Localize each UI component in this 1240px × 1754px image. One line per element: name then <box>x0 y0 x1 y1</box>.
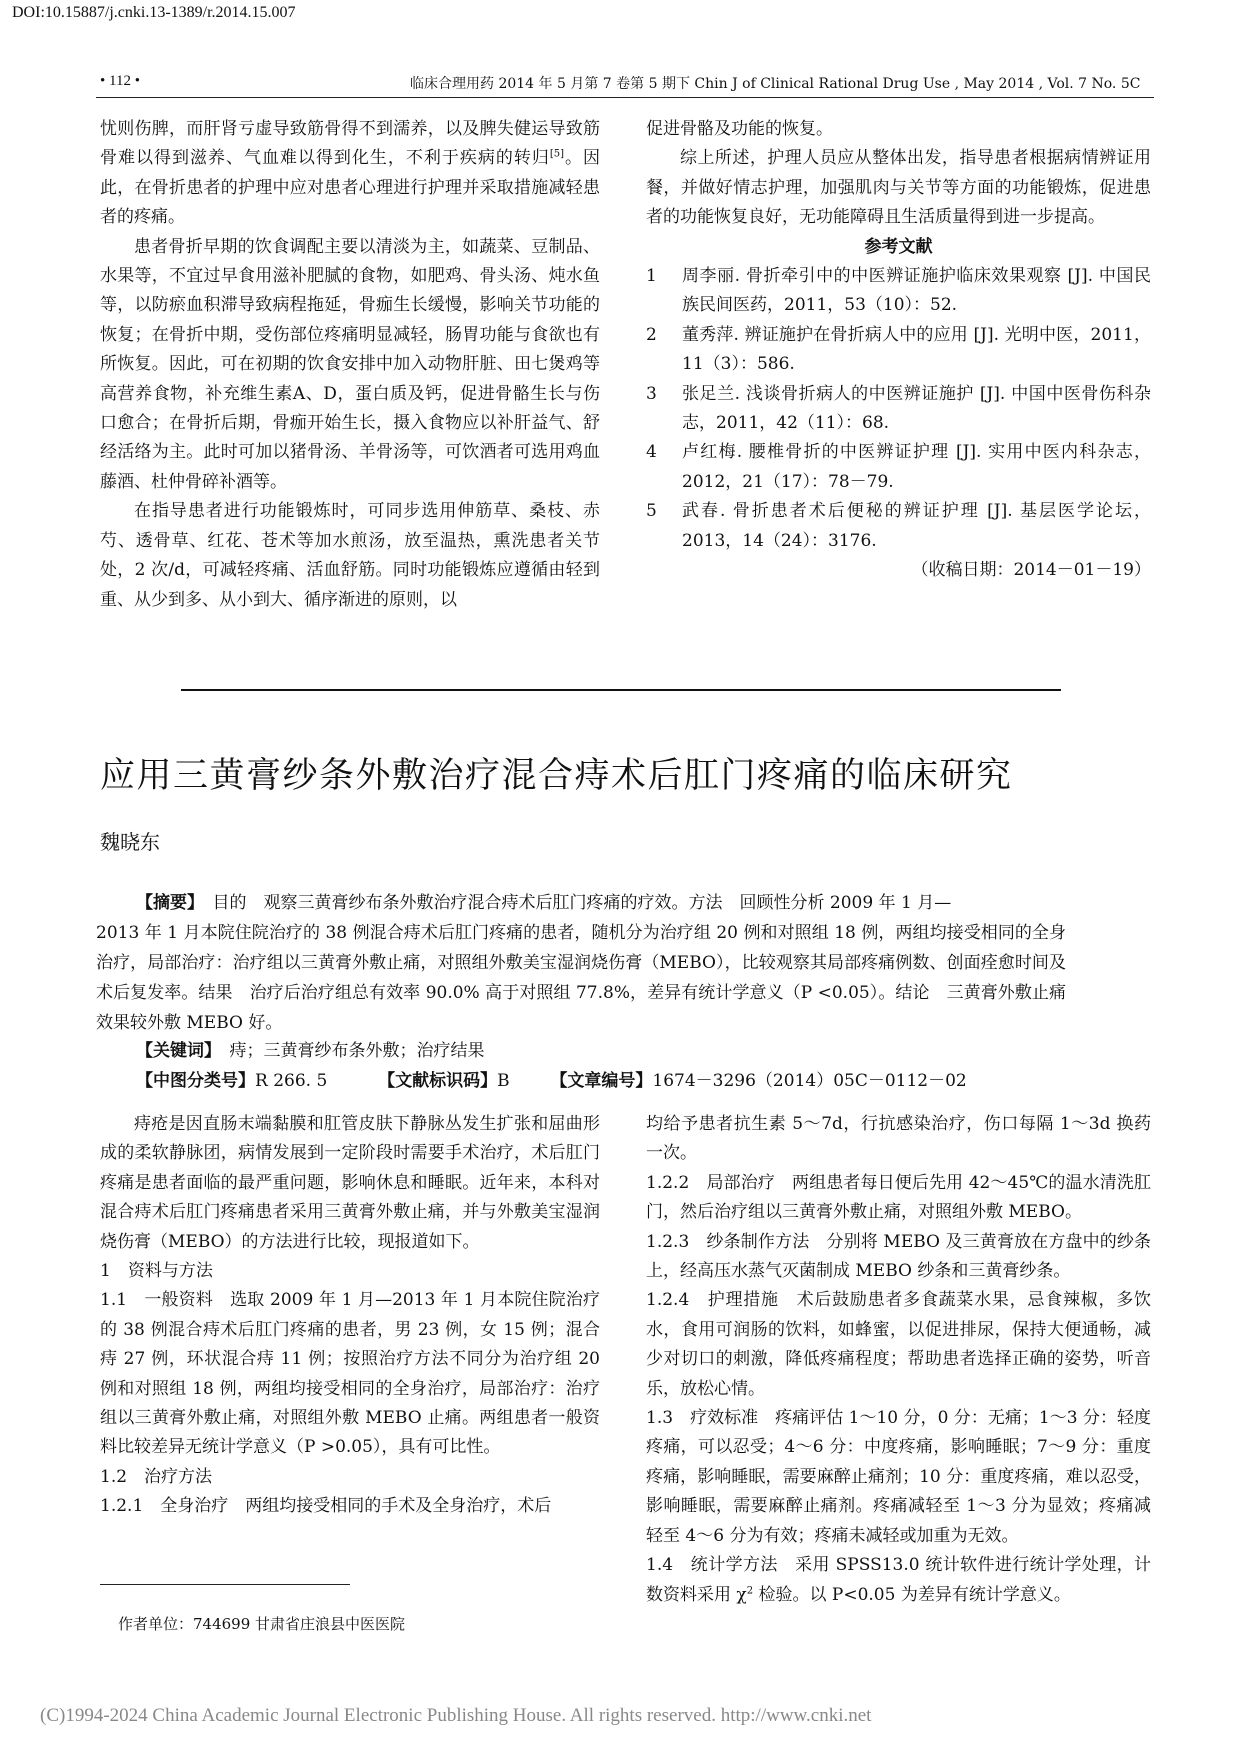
citation-ref: [5] <box>549 148 565 160</box>
paragraph: 促进骨骼及功能的恢复。 <box>646 119 833 139</box>
paragraph: 1.2.4 护理措施 术后鼓励患者多食蔬菜水果，忌食辣椒，多饮水，食用可润肠的饮料，如蜂蜜，以促进排尿，保持大便通畅，减少对切口的刺激，降低疼痛程度；帮助患者选择正确的姿势，听音乐，放松心情。 <box>646 1290 1151 1399</box>
abstract-label: 【摘要】 <box>136 893 196 913</box>
reference-item: 2 董秀萍. 辨证施护在骨折病人中的应用 [J]. 光明中医，2011，11（3）：586. <box>646 324 1151 375</box>
doi-line: DOI:10.15887/j.cnki.13-1389/r.2014.15.007 <box>12 4 296 21</box>
paragraph: 1.4 统计学方法 采用 SPSS13.0 统计软件进行统计学处理，计数资料采用 $\chi^2$ 检验。以 P<0.05 为差异有统计学意义。 <box>646 1555 1151 1605</box>
section-heading: 1 资料与方法 <box>100 1261 213 1282</box>
abstract-body: 2013 年 1 月本院住院治疗的 38 例混合痔术后肛门疼痛的患者，随机分为治疗组 20 例和对照组 18 例，两组均接受相同的全身治疗，局部治疗：治疗组以三黄膏外敷止痛，对照组外敷美宝湿润烧伤膏（MEBO），比较观察其局部疼痛例数、创面痊愈时间及术后复发率。结果 治疗后治疗组总有效率 90.0% 高于对照组 77.8%，差异有统计学意义（P <0.05）。结论 三黄膏外敷止痛效果较外敷 MEBO 好。 <box>96 923 1066 1033</box>
doc-code-value: B <box>497 1071 510 1091</box>
author-name: 魏晓东 <box>100 830 160 854</box>
running-header: 临床合理用药 2014 年 5 月第 7 卷第 5 期下 Chin J of Clinical Rational Drug Use , May 2014 , Vol. 7 No. 5C <box>410 76 1141 92</box>
abstract <box>96 888 1066 1038</box>
paragraph: 1.2.1 全身治疗 两组均接受相同的手术及全身治疗，术后 <box>100 1496 552 1517</box>
paragraph: 忧则伤脾，而肝肾亏虚导致筋骨得不到濡养，以及脾失健运导致筋骨难以得到滋养、气血难以得到化生，不利于疾病的转归[5]。因此，在骨折患者的护理中应对患者心理进行护理并采取措施减轻患者的疼痛。 <box>100 119 601 228</box>
paragraph: 患者骨折早期的饮食调配主要以清淡为主，如蔬菜、豆制品、水果等，不宜过早食用滋补肥腻的食物，如肥鸡、骨头汤、炖水鱼等，以防瘀血积滞导致病程拖延，骨痂生长缓慢，影响关节功能的恢复；在骨折中期，受伤部位疼痛明显减轻，肠胃功能与食欲也有所恢复。因此，可在初期的饮食安排中加入动物肝脏、田七煲鸡等高营养食物，补充维生素A、D，蛋白质及钙，促进骨骼生长与伤口愈合；在骨折后期，骨痂开始生长，摄入食物应以补肝益气、舒经活络为主。此时可加以猪骨汤、羊骨汤等，可饮酒者可选用鸡血藤酒、杜仲骨碎补酒等。 <box>100 236 600 492</box>
clc-value: R 266. 5 <box>255 1071 328 1091</box>
header-rule <box>96 97 1154 98</box>
reference-item: 3 张足兰. 浅谈骨折病人的中医辨证施护 [J]. 中国中医骨伤科杂志，2011，42（11）：68. <box>646 383 1151 434</box>
doc-code-label: 【文献标识码】 <box>378 1071 498 1091</box>
paragraph: 痔疮是因直肠末端黏膜和肛管皮肤下静脉丛发生扩张和屈曲形成的柔软静脉团，病情发展到一定阶段时需要手术治疗，术后肛门疼痛是患者面临的最严重问题，影响休息和睡眠。近年来，本科对混合痔术后肛门疼痛患者采用三黄膏外敷止痛，并与外敷美宝湿润烧伤膏（MEBO）的方法进行比较，现报道如下。 <box>100 1114 600 1252</box>
paragraph: 1.2.2 局部治疗 两组患者每日便后先用 42～45℃的温水清洗肛门，然后治疗组以三黄膏外敷止痛，对照组外敷 MEBO。 <box>646 1172 1151 1223</box>
body-right-column <box>646 1110 1151 1610</box>
paragraph: 在指导患者进行功能锻炼时，可同步选用伸筋草、桑枝、赤芍、透骨草、红花、苍术等加水煎汤，放至温热，熏洗患者关节处，2 次/d，可减轻疼痛、活血舒筋。同时功能锻炼应遵循由轻到重、从少到多、从小到大、循序渐进的原则，以 <box>100 501 600 610</box>
keywords-label: 【关键词】 <box>136 1041 213 1061</box>
reference-item: 4 卢红梅. 腰椎骨折的中医辨证护理 [J]. 实用中医内科杂志，2012，21（17）：78－79. <box>646 442 1151 492</box>
article-number-value: 1674－3296（2014）05C－0112－02 <box>652 1071 967 1091</box>
abstract-first-line: 【摘要】 目的 观察三黄膏纱布条外敷治疗混合痔术后肛门疼痛的疗效。方法 回顾性分析 2009 年 1 月— <box>136 893 952 913</box>
keywords: 痔；三黄膏纱布条外敷；治疗结果 <box>229 1041 485 1061</box>
keywords-line <box>136 1036 485 1066</box>
copyright-footer: (C)1994-2024 China Academic Journal Electronic Publishing House. All rights reserved. http://www.cnki.net <box>40 1705 872 1726</box>
body-left-column <box>100 1110 600 1522</box>
prev-article-left-column <box>100 115 600 615</box>
paragraph: 1.2.3 纱条制作方法 分别将 MEBO 及三黄膏放在方盘中的纱条上，经高压水蒸气灭菌制成 MEBO 纱条和三黄膏纱条。 <box>646 1231 1151 1282</box>
paragraph: 1.1 一般资料 选取 2009 年 1 月—2013 年 1 月本院住院治疗的 38 例混合痔术后肛门疼痛的患者，男 23 例，女 15 例；混合痔 27 例，环状混合痔 11 例；按照治疗方法不同分为治疗组 20 例和对照组 18 例，两组均接受相同的全身治疗，局部治疗：治疗组以三黄膏外敷止痛，对照组外敷 MEBO 止痛。两组患者一般资料比较差异无统计学意义（P >0.05），具有可比性。 <box>100 1290 600 1458</box>
footnote-rule <box>100 1584 350 1585</box>
classification-line <box>136 1066 967 1096</box>
author-affiliation: 作者单位：744699 甘肃省庄浪县中医医院 <box>118 1615 406 1633</box>
reference-item: 1 周李丽. 骨折牵引中的中医辨证施护临床效果观察 [J]. 中国民族民间医药，2011，53（10）：52. <box>646 266 1151 316</box>
paragraph: 均给予患者抗生素 5～7d，行抗感染治疗，伤口每隔 1～3d 换药一次。 <box>646 1114 1151 1164</box>
article-title: 应用三黄膏纱条外敷治疗混合痔术后肛门疼痛的临床研究 <box>100 756 1013 796</box>
paragraph: 1.3 疗效标准 疼痛评估 1～10 分，0 分：无痛；1～3 分：轻度疼痛，可以忍受；4～6 分：中度疼痛，影响睡眠；7～9 分：重度疼痛，影响睡眠，需要麻醉止痛剂；10 分：重度疼痛，难以忍受，影响睡眠，需要麻醉止痛剂。疼痛减轻至 1～3 分为显效；疼痛减轻至 4～6 分为有效；疼痛未减轻或加重为无效。 <box>646 1408 1151 1546</box>
references-heading: 参考文献 <box>864 236 933 257</box>
clc-label: 【中图分类号】 <box>136 1071 255 1091</box>
section-heading: 1.2 治疗方法 <box>100 1466 213 1487</box>
paragraph: 综上所述，护理人员应从整体出发，指导患者根据病情辨证用餐，并做好情志护理，加强肌肉与关节等方面的功能锻炼，促进患者的功能恢复良好，无功能障碍且生活质量得到进一步提高。 <box>646 148 1151 228</box>
article-number-label: 【文章编号】 <box>550 1071 653 1091</box>
received-date: （收稿日期：2014－01－19） <box>911 560 1151 581</box>
page-number: • 112 • <box>100 73 140 89</box>
reference-item: 5 武春. 骨折患者术后便秘的辨证护理 [J]. 基层医学论坛，2013，14（24）：3176. <box>646 501 1151 551</box>
article-divider <box>181 689 1061 691</box>
prev-article-right-column <box>646 115 1151 586</box>
